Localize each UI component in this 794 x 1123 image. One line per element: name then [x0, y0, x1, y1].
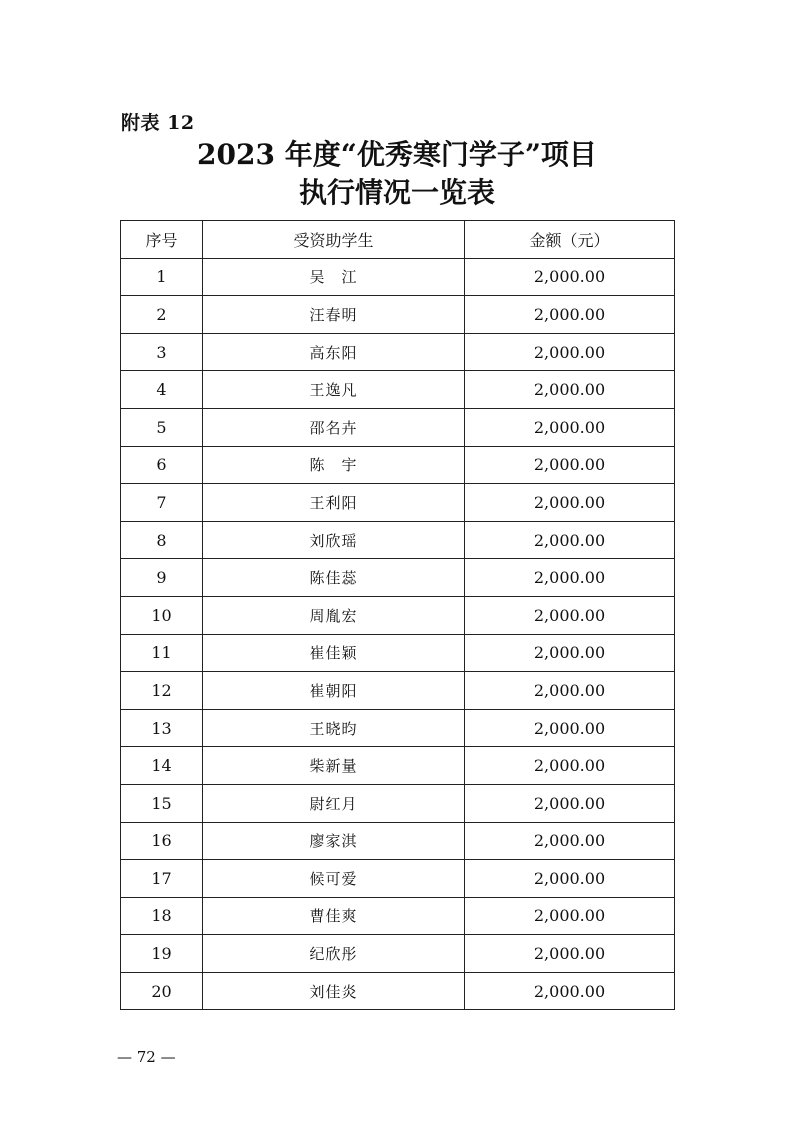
row-student-name: 陈佳蕊	[203, 559, 465, 597]
row-amount: 2,000.00	[465, 897, 675, 935]
row-amount: 2,000.00	[465, 860, 675, 898]
row-amount: 2,000.00	[465, 408, 675, 446]
row-amount: 2,000.00	[465, 784, 675, 822]
table-row	[121, 446, 675, 484]
table-row	[121, 672, 675, 710]
table-row	[121, 935, 675, 973]
row-student-name: 刘佳炎	[203, 972, 465, 1010]
row-student-name: 候可爱	[203, 860, 465, 898]
row-index: 18	[121, 897, 203, 935]
row-index: 17	[121, 860, 203, 898]
row-amount: 2,000.00	[465, 559, 675, 597]
row-student-name: 高东阳	[203, 333, 465, 371]
appendix-label: 附表 12	[121, 112, 195, 134]
table-row	[121, 408, 675, 446]
funding-table	[120, 220, 675, 1010]
row-index: 2	[121, 296, 203, 334]
row-amount: 2,000.00	[465, 596, 675, 634]
table-row	[121, 484, 675, 522]
row-student-name: 陈 宇	[203, 446, 465, 484]
table-row	[121, 634, 675, 672]
row-index: 10	[121, 596, 203, 634]
header-index: 序号	[121, 221, 203, 259]
row-amount: 2,000.00	[465, 446, 675, 484]
row-amount: 2,000.00	[465, 672, 675, 710]
row-amount: 2,000.00	[465, 972, 675, 1010]
row-amount: 2,000.00	[465, 822, 675, 860]
row-amount: 2,000.00	[465, 747, 675, 785]
row-student-name: 纪欣彤	[203, 935, 465, 973]
row-index: 8	[121, 521, 203, 559]
row-student-name: 吴 江	[203, 258, 465, 296]
row-student-name: 周胤宏	[203, 596, 465, 634]
row-index: 15	[121, 784, 203, 822]
row-student-name: 邵名卉	[203, 408, 465, 446]
row-index: 12	[121, 672, 203, 710]
table-row	[121, 296, 675, 334]
row-amount: 2,000.00	[465, 371, 675, 409]
table-row	[121, 371, 675, 409]
row-student-name: 王晓昀	[203, 709, 465, 747]
table-row	[121, 860, 675, 898]
row-student-name: 王利阳	[203, 484, 465, 522]
table-row	[121, 521, 675, 559]
header-student: 受资助学生	[203, 221, 465, 259]
row-index: 7	[121, 484, 203, 522]
row-index: 4	[121, 371, 203, 409]
table-row	[121, 258, 675, 296]
row-index: 14	[121, 747, 203, 785]
header-amount: 金额（元）	[465, 221, 675, 259]
row-student-name: 崔朝阳	[203, 672, 465, 710]
table-row	[121, 333, 675, 371]
row-student-name: 廖家淇	[203, 822, 465, 860]
row-index: 19	[121, 935, 203, 973]
table-row	[121, 897, 675, 935]
table-row	[121, 972, 675, 1010]
page-number: — 72 —	[117, 1048, 176, 1066]
table-row	[121, 822, 675, 860]
table-row	[121, 709, 675, 747]
row-student-name: 曹佳爽	[203, 897, 465, 935]
row-index: 3	[121, 333, 203, 371]
row-index: 6	[121, 446, 203, 484]
table-row	[121, 747, 675, 785]
row-student-name: 汪春明	[203, 296, 465, 334]
row-index: 9	[121, 559, 203, 597]
table-row	[121, 559, 675, 597]
row-amount: 2,000.00	[465, 296, 675, 334]
row-index: 1	[121, 258, 203, 296]
row-amount: 2,000.00	[465, 258, 675, 296]
row-index: 20	[121, 972, 203, 1010]
document-title-line-2: 执行情况一览表	[298, 176, 495, 209]
row-amount: 2,000.00	[465, 634, 675, 672]
table-row	[121, 596, 675, 634]
row-index: 5	[121, 408, 203, 446]
row-student-name: 崔佳颖	[203, 634, 465, 672]
row-amount: 2,000.00	[465, 484, 675, 522]
row-amount: 2,000.00	[465, 521, 675, 559]
row-student-name: 柴新量	[203, 747, 465, 785]
row-student-name: 尉红月	[203, 784, 465, 822]
row-amount: 2,000.00	[465, 333, 675, 371]
table-header-row	[121, 221, 675, 259]
row-index: 16	[121, 822, 203, 860]
row-amount: 2,000.00	[465, 709, 675, 747]
document-title-line-1: 2023 年度“优秀寒门学子”项目	[197, 138, 597, 171]
row-amount: 2,000.00	[465, 935, 675, 973]
row-student-name: 王逸凡	[203, 371, 465, 409]
row-index: 13	[121, 709, 203, 747]
table-row	[121, 784, 675, 822]
row-index: 11	[121, 634, 203, 672]
row-student-name: 刘欣瑶	[203, 521, 465, 559]
